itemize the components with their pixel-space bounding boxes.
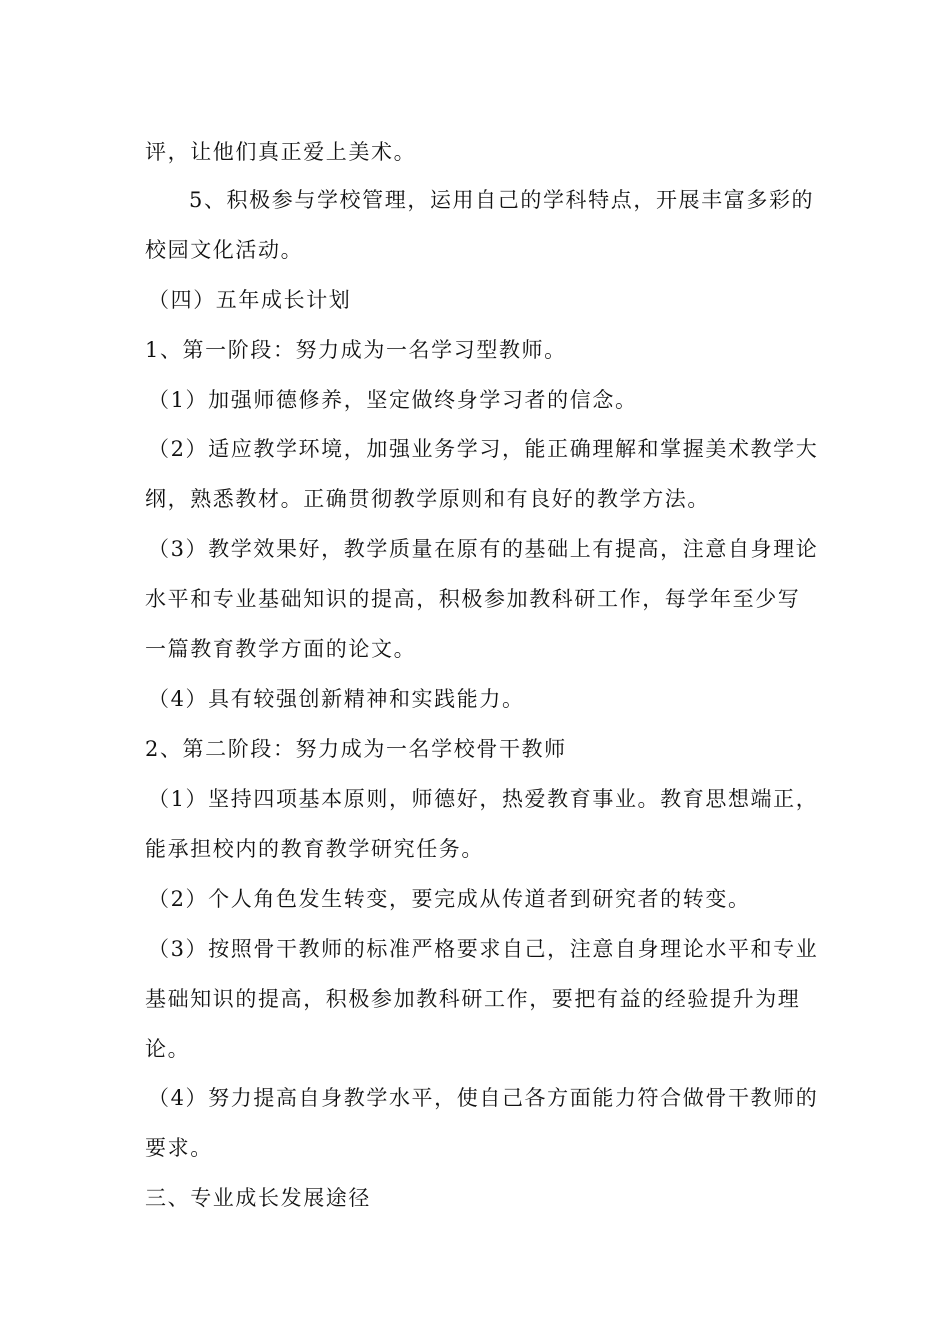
text-line: 要求。 [145, 1136, 213, 1160]
text-line: 评，让他们真正爱上美术。 [145, 140, 417, 164]
text-line: （2）适应教学环境，加强业务学习，能正确理解和掌握美术教学大 [148, 437, 819, 461]
text-line: 论。 [145, 1037, 191, 1061]
text-line: （4）努力提高自身教学水平，使自己各方面能力符合做骨干教师的 [148, 1086, 819, 1110]
text-line: 纲，熟悉教材。正确贯彻教学原则和有良好的教学方法。 [145, 487, 710, 511]
text-line: （1）坚持四项基本原则，师德好，热爱教育事业。教育思想端正， [148, 787, 819, 811]
text-line: 基础知识的提高，积极参加教科研工作，要把有益的经验提升为理 [145, 987, 801, 1011]
text-line: （2）个人角色发生转变，要完成从传道者到研究者的转变。 [148, 887, 751, 911]
section-heading: （四）五年成长计划 [148, 288, 352, 312]
stage-heading: 1、第一阶段：努力成为一名学习型教师。 [145, 338, 567, 362]
text-line: 能承担校内的教育教学研究任务。 [145, 837, 484, 861]
text-line: （1）加强师德修养，坚定做终身学习者的信念。 [148, 388, 638, 412]
text-line: （4）具有较强创新精神和实践能力。 [148, 687, 525, 711]
text-line: 校园文化活动。 [145, 238, 304, 262]
text-line: 5、积极参与学校管理，运用自己的学科特点，开展丰富多彩的 [189, 188, 815, 212]
stage-heading: 2、第二阶段：努力成为一名学校骨干教师 [145, 737, 567, 761]
text-line: 一篇教育教学方面的论文。 [145, 637, 417, 661]
text-line: （3）教学效果好，教学质量在原有的基础上有提高，注意自身理论 [148, 537, 819, 561]
text-line: （3）按照骨干教师的标准严格要求自己，注意自身理论水平和专业 [148, 937, 819, 961]
text-line: 水平和专业基础知识的提高，积极参加教科研工作，每学年至少写 [145, 587, 801, 611]
section-heading: 三、专业成长发展途径 [145, 1186, 371, 1210]
